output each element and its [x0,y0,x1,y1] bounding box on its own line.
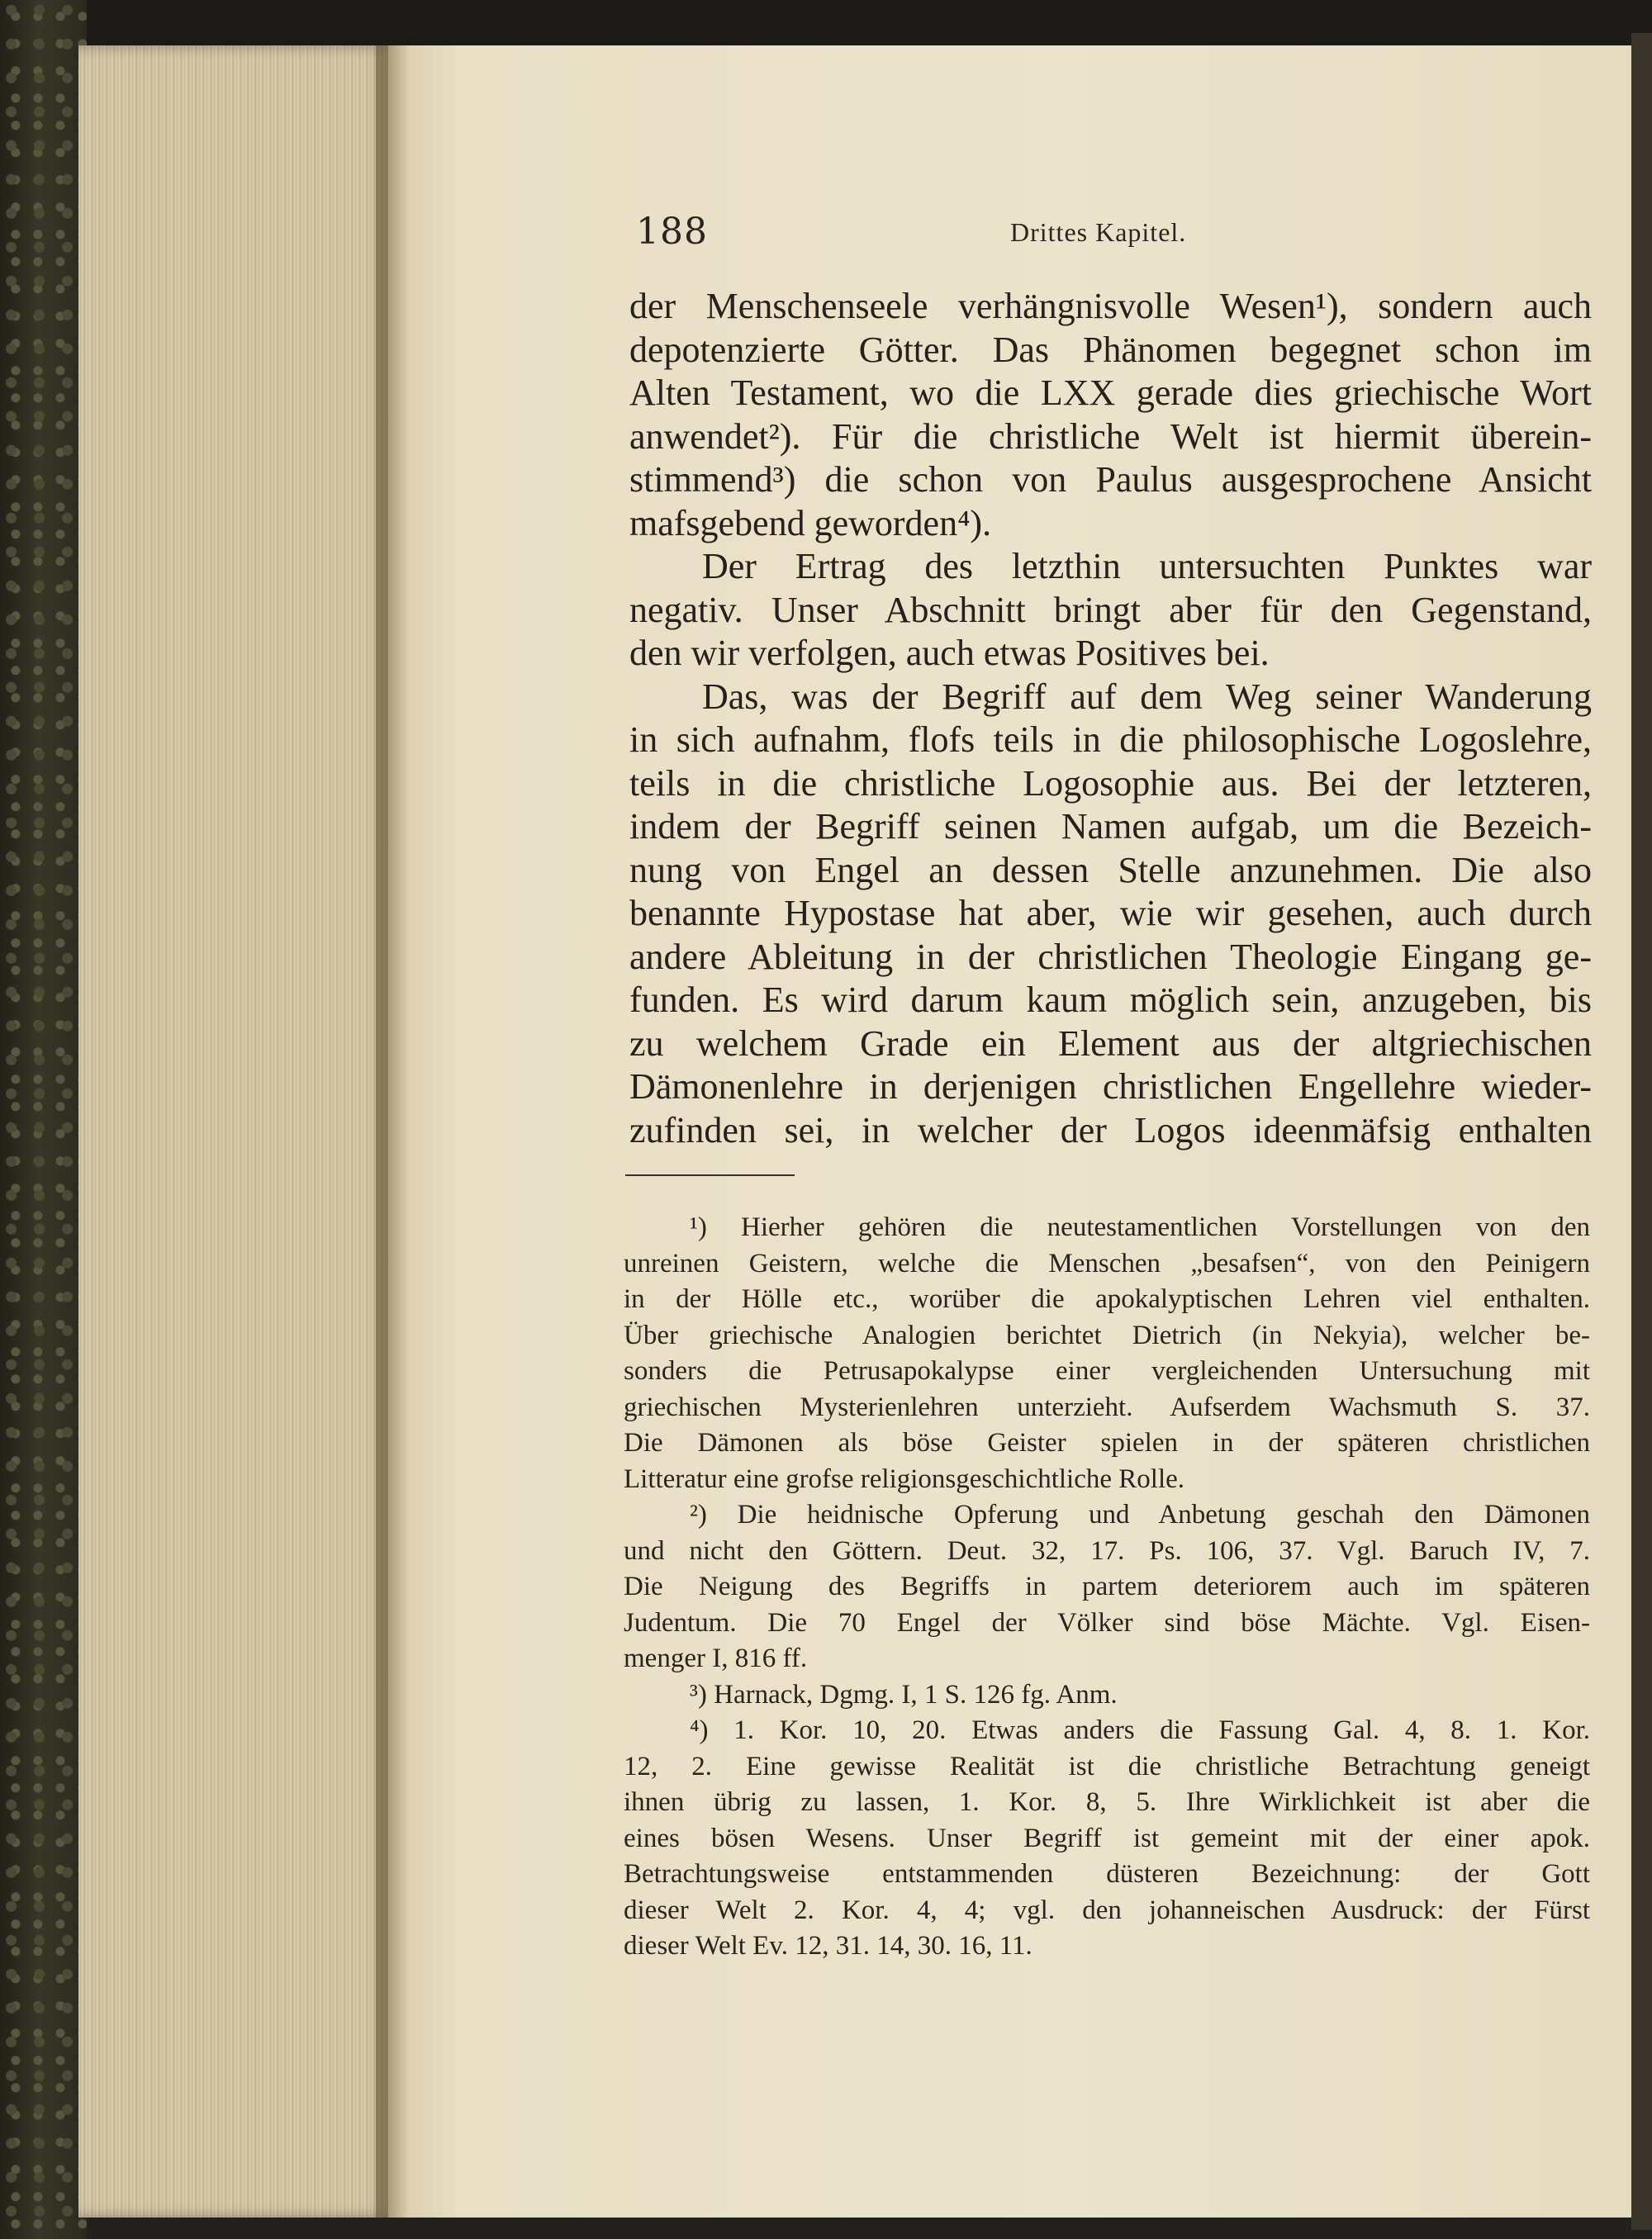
footnote-line: ihnen übrig zu lassen, 1. Kor. 8, 5. Ihre Wirklichkeit ist aber die [624,1787,1590,1817]
footnote-line: Über griechische Analogien berichtet Dietrich (in Nekyia), welcher be- [624,1320,1590,1350]
text-line: indem der Begriff seinen Namen aufgab, um die Bezeich- [629,806,1592,847]
footnote-rule [625,1174,795,1176]
page-gutter-shadow [376,45,409,2218]
main-text [629,285,1592,1152]
text-line: zu welchem Grade ein Element aus der altgriechischen [629,1022,1592,1064]
footnotes [624,1210,1590,1965]
footnote-line: unreinen Geistern, welche die Menschen „besafsen“, von den Peinigern [624,1248,1590,1278]
text-line: mafsgebend geworden⁴). [629,502,992,543]
text-line: der Menschenseele verhängnisvolle Wesen¹), sondern auch [629,286,1592,326]
text-line: teils in die christliche Logosophie aus. Bei der letzteren, [629,762,1592,804]
running-head [636,211,1231,260]
footnote-line: sonders die Petrusapokalypse einer vergleichenden Untersuchung mit [624,1356,1590,1386]
text-line: andere Ableitung in der christlichen Theologie Eingang ge- [629,936,1592,977]
footnote-line: griechischen Mysterienlehren unterzieht. Aufserdem Wachsmuth S. 37. [624,1392,1590,1422]
text-line: Dämonenlehre in derjenigen christlichen Engellehre wieder- [629,1066,1592,1107]
footnote-line: Litteratur eine grofse religionsgeschichtliche Rolle. [624,1463,1185,1494]
footnote-line: dieser Welt Ev. 12, 31. 14, 30. 16, 11. [624,1931,1032,1961]
text-line: nung von Engel an dessen Stelle anzunehmen. Die also [629,849,1592,890]
footnote-line: eines bösen Wesens. Unser Begriff ist gemeint mit der einer apok. [624,1823,1590,1853]
text-line: depotenzierte Götter. Das Phänomen begegnet schon im [629,329,1592,370]
page-number: 188 [636,211,708,253]
right-scan-edge [1631,33,1652,2230]
footnote-line: Judentum. Die 70 Engel der Völker sind böse Mächte. Vgl. Eisen- [624,1607,1590,1638]
text-line: Der Ertrag des letzthin untersuchten Punktes war [702,546,1592,586]
footnote-line: 12, 2. Eine gewisse Realität ist die christliche Betrachtung geneigt [624,1751,1590,1781]
footnote-line: menger I, 816 ff. [624,1644,808,1673]
text-line: benannte Hypostase hat aber, wie wir gesehen, auch durch [629,893,1592,933]
footnote-line: Die Neigung des Begriffs in partem deteriorem auch im späteren [624,1572,1590,1601]
footnote-line: Die Dämonen als böse Geister spielen in der späteren christlichen [624,1428,1590,1458]
footnote-line: in der Hölle etc., worüber die apokalyptischen Lehren viel enthalten. [624,1284,1590,1314]
page-block-edges [78,45,392,2218]
footnote-line: und nicht den Göttern. Deut. 32, 17. Ps. 106, 37. Vgl. Baruch IV, 7. [624,1535,1590,1566]
running-title: Drittes Kapitel. [1010,217,1187,247]
text-line: Das, was der Begriff auf dem Weg seiner Wanderung [702,676,1592,717]
text-line: anwendet²). Für die christliche Welt ist hiermit überein- [629,415,1592,457]
footnote-line: dieser Welt 2. Kor. 4, 4; vgl. den johanneischen Ausdruck: der Fürst [624,1895,1590,1925]
footnote-line: ²) Die heidnische Opferung und Anbetung geschah den Dämonen [690,1500,1590,1530]
text-line: stimmend³) die schon von Paulus ausgesprochene Ansicht [629,459,1592,500]
footnote-line: ⁴) 1. Kor. 10, 20. Etwas anders die Fassung Gal. 4, 8. 1. Kor. [690,1715,1590,1745]
text-line: negativ. Unser Abschnitt bringt aber für den Gegenstand, [629,589,1592,630]
footnote-line: ¹) Hierher gehören die neutestamentlichen Vorstellungen von den [690,1212,1590,1242]
text-line: in sich aufnahm, flofs teils in die philosophische Logoslehre, [629,719,1592,760]
book-cover-edge [0,0,87,2239]
footnote-line: ³) Harnack, Dgmg. I, 1 S. 126 fg. Anm. [690,1679,1118,1710]
text-line: den wir verfolgen, auch etwas Positives bei. [629,633,1270,673]
text-line: funden. Es wird darum kaum möglich sein, anzugeben, bis [629,980,1592,1020]
text-line: Alten Testament, wo die LXX gerade dies griechische Wort [629,372,1592,413]
text-line: zufinden sei, in welcher der Logos ideenmäfsig enthalten [629,1109,1592,1150]
footnote-line: Betrachtungsweise entstammenden düsteren Bezeichnung: der Gott [624,1859,1590,1889]
